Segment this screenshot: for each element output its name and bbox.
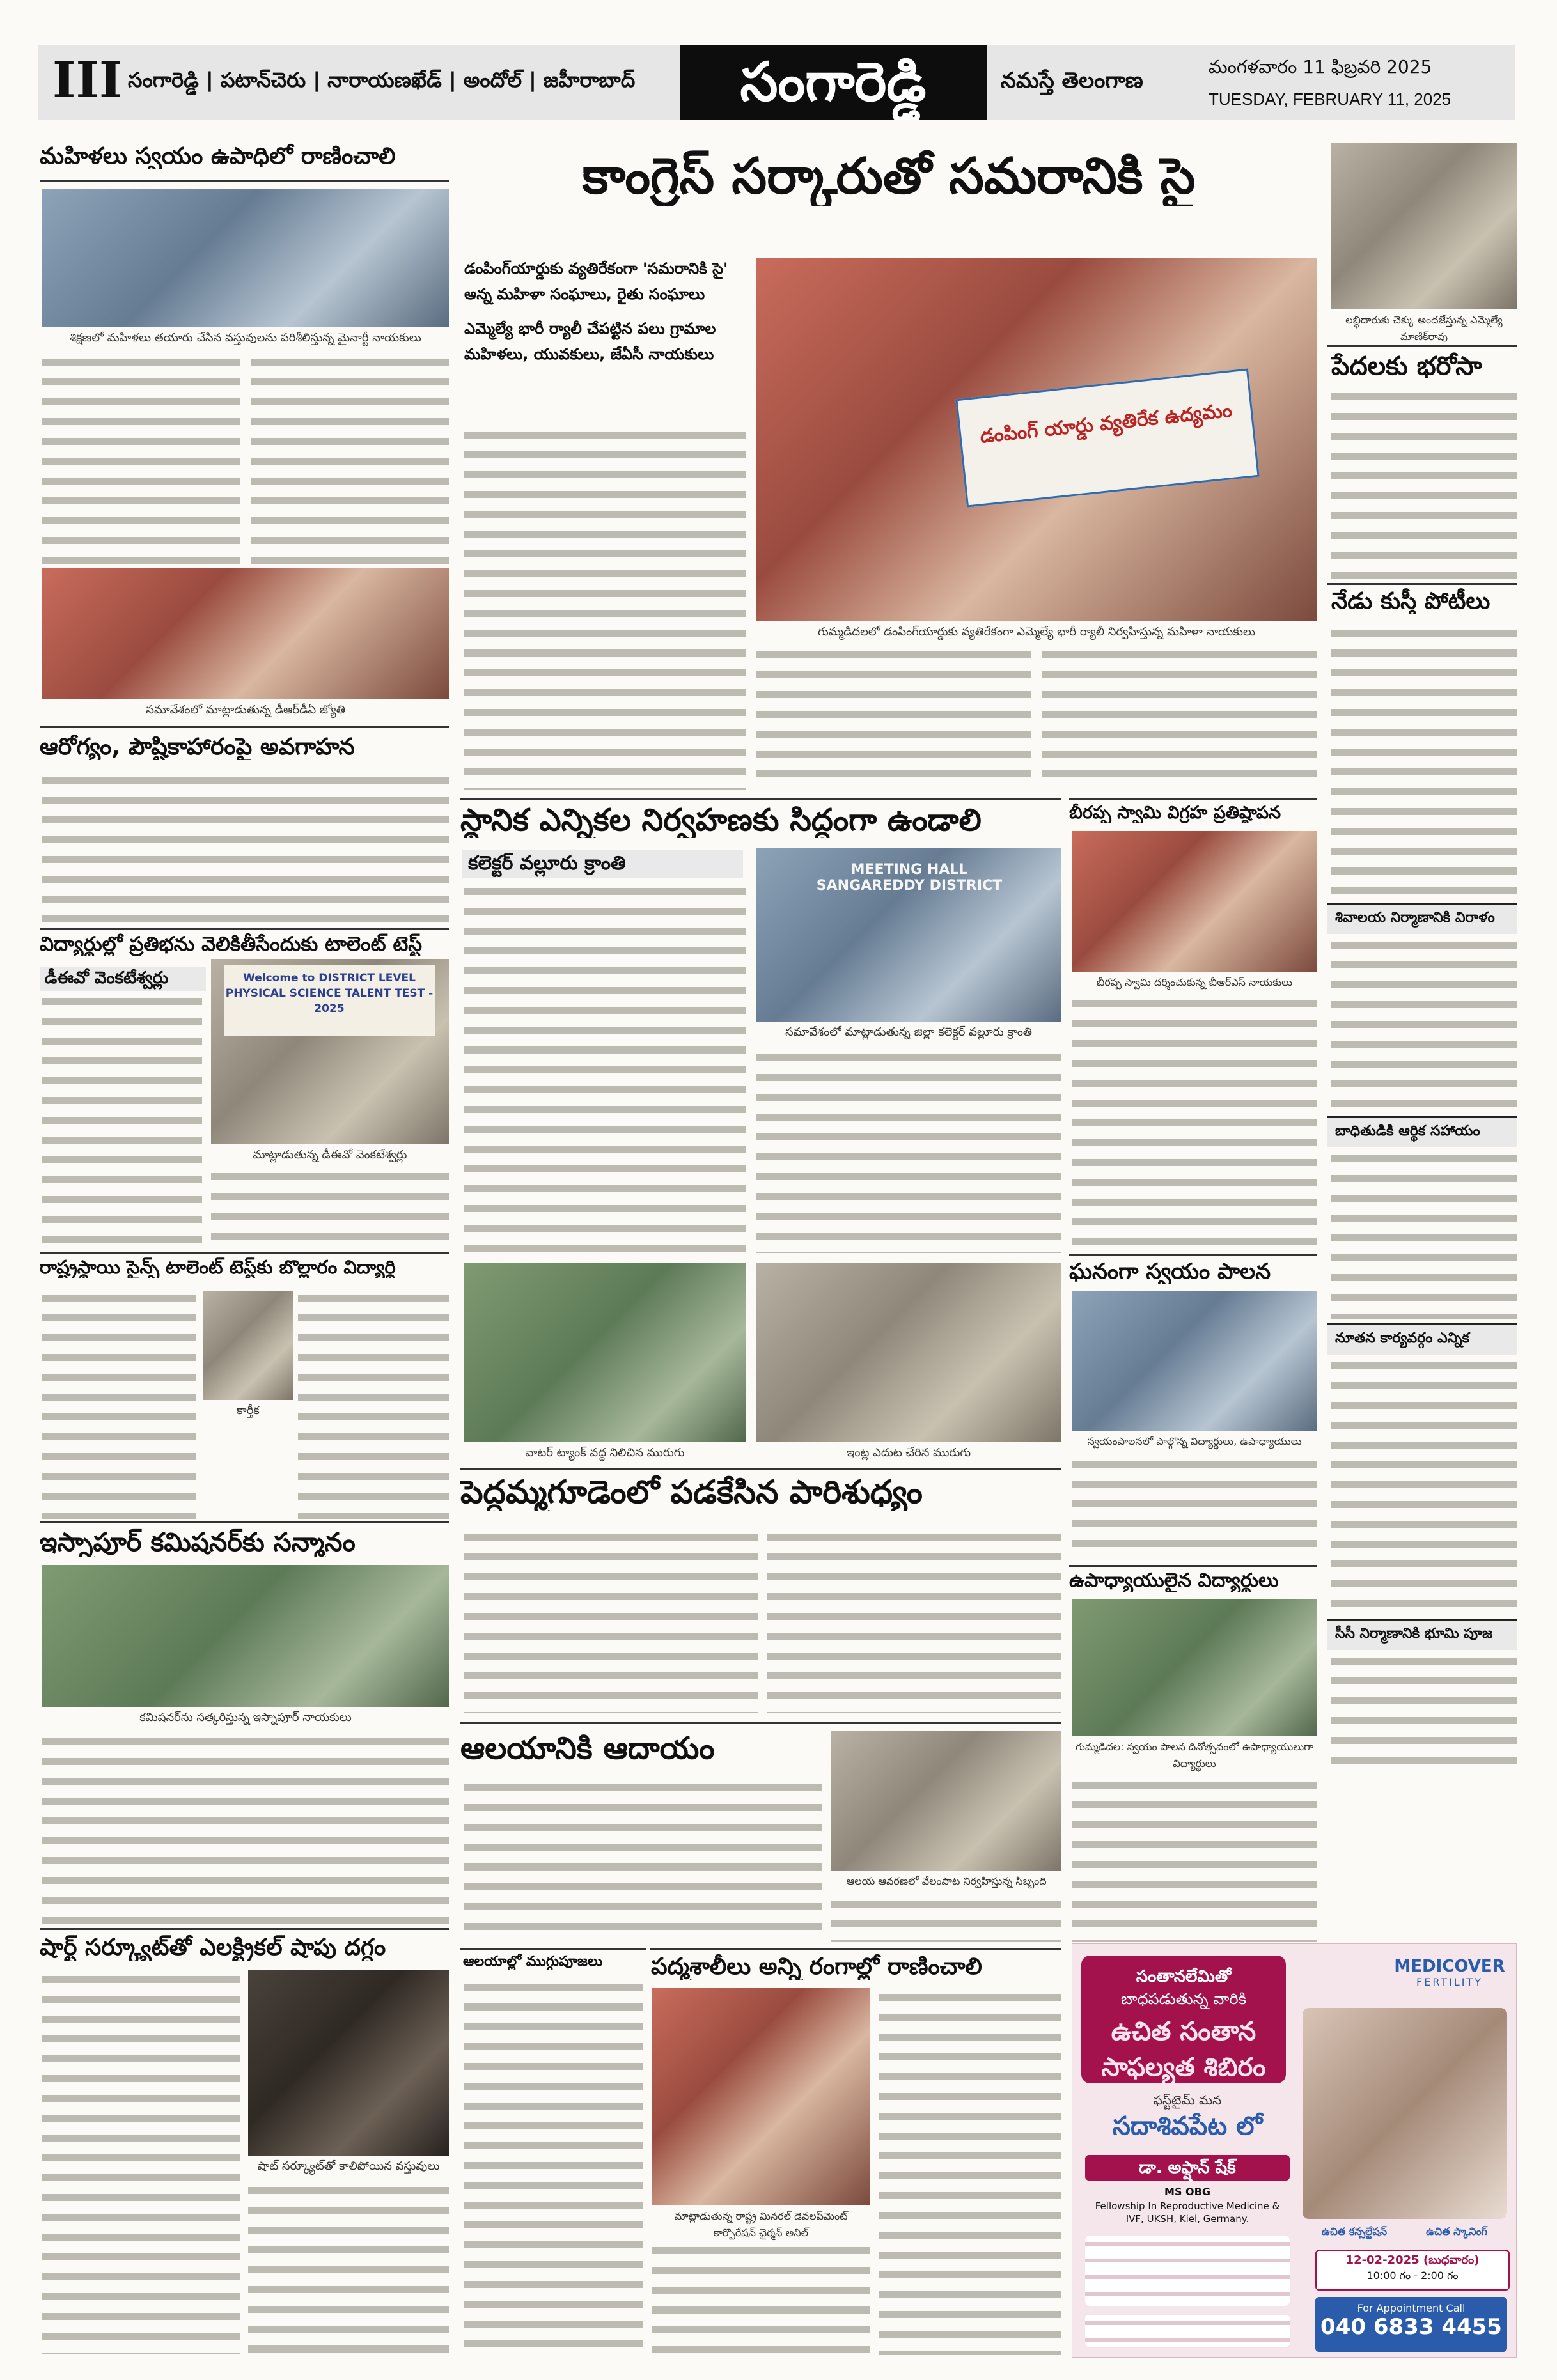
- ad-tagline-1: సంతానలేమితో: [1136, 1967, 1232, 1986]
- divider: [1327, 583, 1517, 585]
- ad-schedule: [1315, 2250, 1510, 2291]
- ad-appt-label: For Appointment Call: [1357, 2302, 1466, 2314]
- body-shivalayam: [1331, 936, 1517, 1112]
- subhead-muggu: ఆలయాల్లో ముగ్గుపూజలు: [463, 1954, 603, 1970]
- body-selfrule: [1072, 1455, 1317, 1560]
- photo-beerappa: [1072, 831, 1317, 972]
- headline-peddamma: పెద్దమ్మగూడెంలో పడకేసిన పారిశుధ్యం: [460, 1474, 923, 1511]
- headline-beerappa: బీరప్ప స్వామి విగ్రహ ప్రతిష్ఠాపన: [1069, 803, 1281, 823]
- ad-tagline-box: [1081, 1956, 1286, 2083]
- photo-burnt-shop: [248, 1970, 449, 2156]
- body-beerappa: [1072, 995, 1317, 1250]
- headline-women: మహిళలు స్వయం ఉపాధిలో రాణించాలి: [40, 143, 396, 169]
- divider: [460, 1948, 646, 1950]
- divider: [650, 1948, 1061, 1950]
- body-poor: [1331, 387, 1517, 579]
- main-bullets: [464, 256, 746, 416]
- headline-local-elections: స్థానిక ఎన్నికల నిర్వహణకు సిద్ధంగా ఉండాలి: [460, 803, 982, 838]
- section-nav[interactable]: సంగారెడ్డి | పటాన్‌చెరు | నారాయణఖేడ్ | అందోల్ | జహీరాబాద్: [128, 68, 636, 92]
- caption-selfrule: స్వయంపాలనలో పాల్గొన్న విద్యార్థులు, ఉపాధ్యాయులు: [1087, 1435, 1302, 1447]
- bullet-2: ఎమ్మెల్యే భారీ ర్యాలీ చేపట్టిన పలు గ్రామాల మహిళలు, యువకులు, జేఏసీ నాయకులు: [464, 320, 716, 363]
- caption-rally: గుమ్మడిదలలో డంపింగ్‌యార్డుకు వ్యతిరేకంగా ఎమ్మెల్యే భారీ ర్యాలీ నిర్వహిస్తున్న మహిళా నాయకులు: [818, 625, 1255, 639]
- caption-karthika: కార్తీక: [237, 1404, 260, 1417]
- caption-temple: ఆలయ ఆవరణలో వేలంపాట నిర్వహిస్తున్న సిబ్బంది: [846, 1875, 1047, 1887]
- divider: [40, 928, 449, 930]
- ad-title-1: ఉచిత సంతాన: [1111, 2017, 1256, 2046]
- headline-executive: నూతన కార్యవర్గం ఎన్నిక: [1327, 1323, 1517, 1355]
- divider: [460, 1722, 1061, 1724]
- masthead: [38, 45, 1515, 120]
- headline-isnapur: ఇస్నాపూర్ కమిషనర్‌కు సన్మానం: [40, 1528, 356, 1557]
- district-logo: సంగారెడ్డి: [680, 45, 987, 120]
- ad-date: 12-02-2025 (బుధవారం): [1345, 2253, 1480, 2267]
- photo-karthika: [203, 1291, 293, 1400]
- headline-shortcircuit: షార్ట్ సర్క్యూట్‌తో ఎలక్ట్రికల్ షాపు దగ్ధం: [40, 1934, 386, 1961]
- body-padmashali: [652, 2241, 870, 2355]
- ad-brand-sub: FERTILITY: [1416, 1976, 1483, 1988]
- caption-teachers: గుమ్మడిదల: స్వయం పాలన దినోత్సవంలో ఉపాధ్యాయులుగా విద్యార్థులు: [1076, 1741, 1313, 1769]
- body-local-elections: [464, 882, 746, 1253]
- ad-brand: [1392, 1957, 1507, 1988]
- subhead-collector: కలెక్టర్ వల్లూరు క్రాంతి: [462, 850, 743, 878]
- caption-jyothi: సమావేశంలో మాట్లాడుతున్న డీఆర్‌డీఏ జ్యోతి: [146, 703, 345, 717]
- headline-bollaram: రాష్ట్రస్థాయి సైన్స్ టాలెంట్ టెస్ట్‌కు బొల్లారం విద్యార్థి: [40, 1257, 396, 1278]
- body-executive: [1331, 1357, 1517, 1615]
- page-number: III: [52, 51, 123, 109]
- headline-shivalayam: శివాలయ నిర్మాణానికి విరాళం: [1327, 903, 1517, 934]
- body-muggu: [464, 1978, 643, 2355]
- body-shortcircuit-2: [248, 2181, 449, 2354]
- ad-brand-name: MEDICOVER: [1394, 1957, 1505, 1976]
- main-body-3: [1042, 646, 1317, 790]
- caption-shortcircuit: షాట్ సర్క్యూట్‌తో కాలిపోయిన వస్తువులు: [257, 2159, 440, 2173]
- divider: [40, 726, 449, 728]
- body-bollaram: [42, 1289, 196, 1519]
- body-talent: [42, 992, 202, 1248]
- photo-rally: [756, 258, 1317, 621]
- divider: [1069, 798, 1317, 800]
- headline-poor: పేదలకు భరోసా: [1331, 352, 1482, 381]
- photo-selfrule: [1072, 1291, 1317, 1431]
- ad-venue-pre: ఫస్ట్‌టైమ్ మన: [1153, 2092, 1222, 2108]
- date-telugu: మంగళవారం 11 ఫిబ్రవరి 2025: [1209, 56, 1432, 77]
- headline-selfrule: ఘనంగా స్వయం పాలన: [1069, 1259, 1271, 1284]
- body-talent-2: [211, 1167, 449, 1248]
- body-local-elections-2: [756, 1048, 1061, 1253]
- meeting-sign: MEETING HALL SANGAREDDY DISTRICT: [816, 862, 1003, 894]
- headline-temple: ఆలయానికి ఆదాయం: [460, 1731, 715, 1766]
- ad-venue: సదాశివపేట లో: [1112, 2112, 1263, 2141]
- headline-wrestling: నేడు కుస్తీ పోటీలు: [1331, 588, 1490, 614]
- body-wrestling: [1331, 624, 1517, 899]
- ad-degree: MS OBG: [1164, 2186, 1210, 2198]
- ad-free-scan: ఉచిత స్కానింగ్: [1426, 2225, 1487, 2237]
- body-women: [42, 353, 449, 564]
- caption-cheque: లబ్ధిదారుకు చెక్కు అందజేస్తున్న ఎమ్మెల్యే మాణిక్‌రావు: [1345, 314, 1503, 343]
- caption-drainage: ఇంట్ల ఎదుట చేరిన మురుగు: [846, 1446, 971, 1459]
- divider: [40, 1928, 449, 1930]
- photo-teachers: [1072, 1599, 1317, 1736]
- headline-teachers: ఉపాధ్యాయులైన విద్యార్థులు: [1069, 1570, 1279, 1592]
- ad-doctor: డా. అఫ్షాన్ షేక్: [1085, 2155, 1290, 2181]
- body-temple: [464, 1778, 822, 1942]
- bullet-1: డంపింగ్‌యార్డుకు వ్యతిరేకంగా 'సమరానికి సై' అన్న మహిళా సంఘాలు, రైతు సంఘాలు: [464, 260, 728, 303]
- photo-meeting-jyothi: [42, 568, 449, 699]
- caption-women: శిక్షణలో మహిళలు తయారు చేసిన వస్తువులను పరిశీలిస్తున్న మైనార్టీ నాయకులు: [70, 331, 421, 345]
- main-body-2: [756, 646, 1031, 790]
- main-headline: కాంగ్రెస్ సర్కారుతో సమరానికి సై: [582, 148, 1196, 205]
- photo-drainage: [756, 1263, 1061, 1442]
- divider: [460, 798, 1061, 800]
- photo-cheque: [1331, 143, 1517, 309]
- advert-medicover[interactable]: [1072, 1943, 1517, 2358]
- caption-collector: సమావేశంలో మాట్లాడుతున్న జిల్లా కలెక్టర్ వల్లూరు క్రాంతి: [785, 1025, 1032, 1039]
- photo-collector-meeting: [756, 848, 1061, 1022]
- divider: [40, 180, 449, 182]
- subhead-talent: డీఈవో వెంకటేశ్వర్లు: [40, 967, 206, 991]
- body-cc: [1331, 1652, 1517, 1764]
- caption-padmashali: మాట్లాడుతున్న రాష్ట్ర మినరల్ డెవలప్‌మెంట్ కార్పొరేషన్ ఛైర్మన్ అనిల్: [674, 2210, 848, 2239]
- body-health: [42, 771, 449, 924]
- body-peddamma: [464, 1528, 758, 1713]
- date-english: TUESDAY, FEBRUARY 11, 2025: [1209, 89, 1451, 109]
- body-isnapur: [42, 1732, 449, 1924]
- ad-phone-box[interactable]: [1315, 2297, 1507, 2352]
- ad-features: [1085, 2236, 1290, 2306]
- ad-free-consult: ఉచిత కన్సల్టేషన్: [1321, 2225, 1388, 2237]
- headline-aid: బాధితుడికి ఆర్థిక సహాయం: [1327, 1116, 1517, 1147]
- body-aid: [1331, 1149, 1517, 1319]
- main-body-1: [464, 426, 746, 790]
- divider: [40, 1521, 449, 1523]
- body-bollaram-2: [298, 1289, 449, 1519]
- photo-padmashali: [652, 1988, 870, 2205]
- headline-health: ఆరోగ్యం, పౌష్టికాహారంపై అవగాహన: [40, 734, 355, 760]
- ad-fellowship: Fellowship In Reproductive Medicine & IVF, UKSH, Kiel, Germany.: [1095, 2200, 1280, 2225]
- divider: [460, 1468, 1061, 1470]
- paper-name: నమస్తే తెలంగాణ: [1001, 68, 1143, 93]
- talent-banner: Welcome to DISTRICT LEVEL PHYSICAL SCIENCE TALENT TEST - 2025: [224, 965, 435, 1036]
- body-padmashali-2: [879, 1988, 1061, 2355]
- caption-isnapur: కమిషనర్‌ను సత్కరిస్తున్న ఇస్నాపూర్ నాయకులు: [139, 1711, 352, 1724]
- ad-phone[interactable]: 040 6833 4455: [1320, 2314, 1502, 2340]
- divider: [40, 1252, 449, 1254]
- ad-tagline-2: బాధపడుతున్న వారికి: [1120, 1990, 1247, 2008]
- ad-address: [1085, 2315, 1290, 2347]
- caption-water-tank: వాటర్ ట్యాంక్ వద్ద నిలిచిన మురుగు: [525, 1446, 685, 1459]
- caption-beerappa: బీరప్ప స్వామి దర్శించుకున్న బీఆర్ఎస్ నాయకులు: [1097, 976, 1292, 988]
- photo-temple-auction: [831, 1731, 1061, 1871]
- photo-women-training: [42, 189, 449, 327]
- photo-water-tank: [464, 1263, 746, 1442]
- ad-family-photo: [1303, 2008, 1507, 2219]
- caption-talent: మాట్లాడుతున్న డీఈవో వెంకటేశ్వర్లు: [253, 1148, 407, 1162]
- divider: [1327, 345, 1517, 347]
- headline-padmashali: పద్మశాలీలు అన్ని రంగాల్లో రాణించాలి: [651, 1954, 982, 1980]
- rally-banner: డంపింగ్ యార్డు వ్యతిరేక ఉద్యమం: [955, 368, 1259, 507]
- body-teachers: [1072, 1776, 1317, 1942]
- photo-isnapur: [42, 1565, 449, 1707]
- ad-title-2: సాఫల్యత శిబిరం: [1101, 2053, 1266, 2082]
- body-peddamma-2: [767, 1528, 1061, 1713]
- photo-talent-test: [211, 959, 449, 1144]
- divider: [1069, 1254, 1317, 1256]
- ad-time: 10:00 గం - 2:00 గం: [1366, 2269, 1459, 2282]
- body-temple-2: [831, 1895, 1061, 1942]
- headline-cc: సీసీ నిర్మాణానికి భూమి పూజ: [1327, 1619, 1517, 1650]
- body-shortcircuit: [42, 1970, 240, 2354]
- divider: [1069, 1565, 1317, 1567]
- headline-talent: విద్యార్థుల్లో ప్రతిభను వెలికితీసేందుకు టాలెంట్ టెస్ట్: [40, 933, 423, 956]
